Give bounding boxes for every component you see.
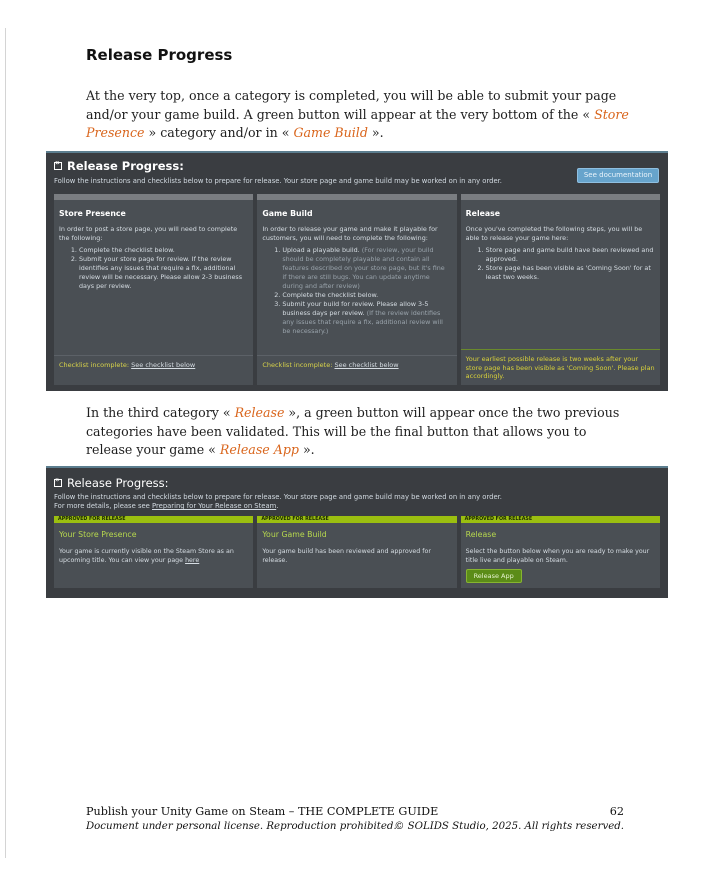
game-build-approved-column xyxy=(257,516,456,588)
column-title: Your Game Build xyxy=(262,530,327,539)
see-checklist-link[interactable]: See checklist below xyxy=(131,361,196,369)
column-intro: Once you've completed the following steps, you will be able to release your game here: xyxy=(465,225,643,242)
store-presence-approved-column xyxy=(54,516,253,588)
details-line xyxy=(54,502,502,511)
section-title: Release Progress xyxy=(86,46,233,64)
item-note: (If the review identifies any issues that require a fix, additional review will be necessary.) xyxy=(282,309,443,335)
column-intro: In order to post a store page, you will need to complete the following: xyxy=(59,225,238,242)
column-body: Select the button below when you are ready to make your title live and playable on Steam. xyxy=(465,548,650,564)
approved-badge: APPROVED FOR RELEASE xyxy=(461,516,660,523)
column-body: Your game build has been reviewed and approved for release. xyxy=(262,548,431,564)
release-progress-screenshot-1 xyxy=(46,151,668,391)
column-body xyxy=(59,225,247,291)
highlight-game-build: Game Build xyxy=(293,125,368,140)
status-text: Checklist incomplete: xyxy=(262,361,335,369)
checklist-status xyxy=(257,355,456,385)
column-body xyxy=(59,547,247,565)
item-note: (For review, your build should be completely playable and contain all features described on your store page, but it's fine if there are still bugs. You can update anytime during and after review) xyxy=(282,246,445,290)
see-documentation-button[interactable]: See documentation xyxy=(577,168,659,183)
column-intro: In order to release your game and make it playable for customers, you will need to complete the following: xyxy=(262,225,438,242)
column-title: Release xyxy=(465,209,501,218)
list-item: 2. Store page has been visible as 'Coming Soon' for at least two weeks. xyxy=(486,264,654,282)
column-body xyxy=(262,225,450,336)
list-item: 2. Submit your store page for review. If the review identifies any issues that require a fix, additional review will be necessary. Please allow 2-3 business days per review. xyxy=(79,255,247,291)
intro-paragraph xyxy=(86,87,634,143)
release-progress-title: Release Progress: xyxy=(67,476,169,490)
store-presence-column xyxy=(54,194,253,385)
release-progress-subtitle xyxy=(54,493,502,511)
approved-columns xyxy=(54,516,660,588)
text-span: At the very top, once a category is completed, you will be able to submit your page and/or your game build. A green button will appear at the very bottom of the « xyxy=(86,88,617,122)
footer-license: Document under personal license. Reproduction prohibited. xyxy=(86,821,397,832)
release-app-button[interactable]: Release App xyxy=(466,569,522,583)
column-title: Game Build xyxy=(262,209,313,218)
list-item xyxy=(282,246,450,291)
column-body xyxy=(466,225,654,282)
second-paragraph xyxy=(86,404,634,460)
details-text: For more details, please see xyxy=(54,502,153,510)
release-progress-header xyxy=(54,159,184,173)
list-item: 2. Complete the checklist below. xyxy=(282,291,450,300)
release-approved-column xyxy=(461,516,660,588)
approved-badge: APPROVED FOR RELEASE xyxy=(257,516,456,523)
list-item xyxy=(282,300,450,336)
item-text: Submit your build for review. Please allow 3-5 business days per review. xyxy=(282,300,429,317)
text-span: ». xyxy=(367,125,384,140)
status-text: Checklist incomplete: xyxy=(59,361,132,369)
see-checklist-link[interactable]: See checklist below xyxy=(334,361,399,369)
approved-badge: APPROVED FOR RELEASE xyxy=(54,516,253,523)
release-progress-screenshot-2 xyxy=(46,466,668,598)
text-span: » category and/or in « xyxy=(144,125,294,140)
list-item: 1. Store page and game build have been reviewed and approved. xyxy=(486,246,654,264)
text-span: ». xyxy=(298,442,315,457)
footer-copyright: © SOLIDS Studio, 2025. All rights reserved. xyxy=(394,821,624,832)
checklist-status xyxy=(54,355,253,385)
game-build-column xyxy=(257,194,456,385)
subtitle-line: Follow the instructions and checklists below to prepare for release. Your store page and game build may be worked on in any order. xyxy=(54,493,502,501)
footer-book-title: Publish your Unity Game on Steam – THE COMPLETE GUIDE xyxy=(86,805,439,818)
collapse-icon[interactable] xyxy=(54,479,62,487)
release-progress-header xyxy=(54,476,169,490)
item-text: Upload a playable build. xyxy=(282,246,360,254)
column-title: Store Presence xyxy=(59,209,126,218)
release-column xyxy=(461,194,660,385)
release-progress-subtitle: Follow the instructions and checklists below to prepare for release. Your store page and game build may be worked on in any order. xyxy=(54,177,502,185)
highlight-release: Release xyxy=(234,405,285,420)
details-text: . xyxy=(276,502,279,510)
highlight-store-presence: Store Presence xyxy=(86,106,629,140)
column-title: Release xyxy=(465,530,497,539)
release-progress-title: Release Progress: xyxy=(67,159,184,173)
column-title: Your Store Presence xyxy=(59,530,137,539)
text-span: », a green button will appear once the two previous categories have been validated. This will be the final button that allows you to release your game « xyxy=(86,405,620,457)
body-text: Your game is currently visible on the Steam Store as an upcoming title. You can view your page xyxy=(59,548,234,564)
category-columns xyxy=(54,194,660,385)
highlight-release-app: Release App xyxy=(219,442,299,457)
page-margin-line xyxy=(5,28,6,858)
page-number: 62 xyxy=(609,805,624,818)
preparing-release-link[interactable]: Preparing for Your Release on Steam xyxy=(152,502,277,510)
release-notice: Your earliest possible release is two weeks after your store page has been visible as 'Coming Soon'. Please plan accordingly. xyxy=(461,349,660,385)
list-item: 1. Complete the checklist below. xyxy=(79,246,247,255)
text-span: In the third category « xyxy=(86,405,235,420)
collapse-icon[interactable] xyxy=(54,162,62,170)
view-page-link[interactable]: here xyxy=(185,557,200,564)
